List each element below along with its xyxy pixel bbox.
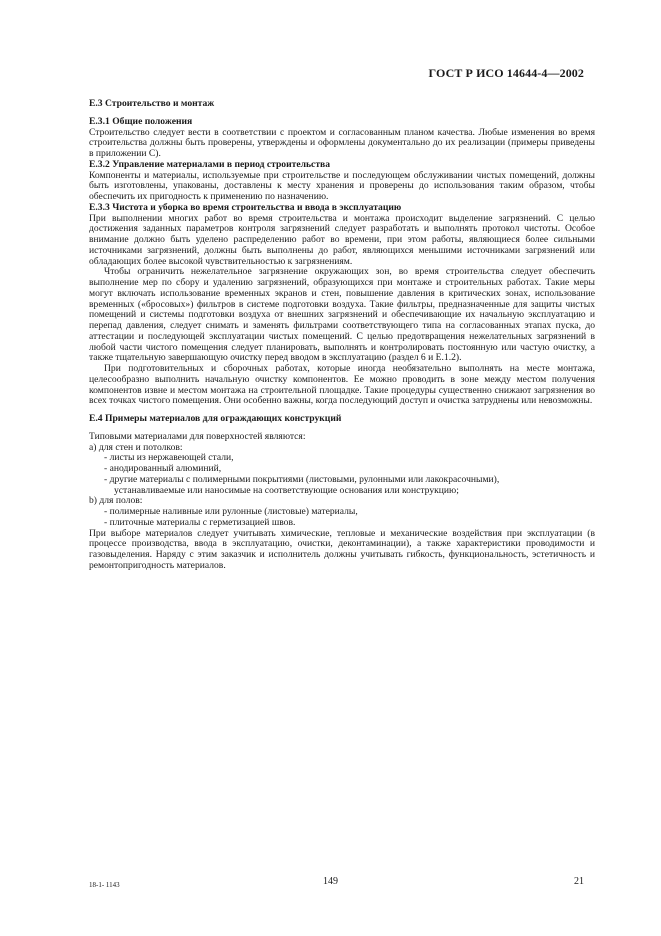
paragraph: Строительство следует вести в соответствии с проектом и согласованным планом качества. Любые изменения во время строительства должны быть проверены, утверждены и оформлены документально до их реализации (примеры приведены в приложении С). [89,126,595,159]
paragraph: Компоненты и материалы, используемые при строительстве и последующем обслуживании чистых помещений, должны быть изготовлены, упакованы, доставлены к месту хранения и проверены до использования таким образом, чтобы обеспечить их пригодность к применению по назначению. [89,169,595,202]
subsection-title-e3-1: Е.3.1 Общие положения [89,115,193,127]
footer-sheet-number: 149 [323,876,338,887]
list-item: b) для полов: [89,495,143,507]
materials-list [89,443,595,529]
list-item: - плиточные материалы с герметизацией швов. [104,516,296,528]
list-item: - другие материалы с полимерными покрытиями (листовыми, рулонными или лакокрасочными), [104,473,500,485]
list-item: устанавливаемые или наносимые на соответствующие основания или конструкцию; [114,484,459,496]
list-item: - листы из нержавеющей стали, [104,452,234,464]
paragraph: При подготовительных и сборочных работах, которые иногда необязательно выполнять на месте монтажа, целесообразно выполнить начальную очистку компонентов. Ее можно проводить в зоне между местом получения компонентов извне и местом монтажа на строительной площадке. Такие процедуры существенно снижают загрязнения во всех точках чистого помещения. Они особенно важны, когда последующий доступ и очистка затруднены или невозможны. [89,363,595,407]
list-item: а) для стен и потолков: [89,441,183,453]
footer-print-code: 18-1- 1143 [89,881,120,889]
document-body [89,99,595,572]
paragraph: Чтобы ограничить нежелательное загрязнение окружающих зон, во время строительства следует обеспечить выполнение мер по сбору и удалению загрязнений, образующихся при монтаже и строительных работах. Такие меры могут включать использование временных экранов и стен, повышение давления в критических зонах, использование временных («бросовых») фильтров в системе подготовки воздуха. Такие фильтры, предназначенные для защиты чистых помещений и системы подготовки воздуха от внешних загрязнений и обеспечивающие их начальную эксплуатацию и перепад давления, следует снимать и заменять фильтрами соответствующего типа на согласованных этапах пуска, до аттестации и последующей эксплуатации чистых помещений. С целью предотвращения нежелательных загрязнений в любой части чистого помещения следует планировать, выполнять и контролировать постоянную или частую очистку, а также тщательную завершающую очистку перед вводом в эксплуатацию (раздел 6 и Е.1.2). [89,266,595,364]
list-item: - анодированный алюминий, [104,463,222,474]
subsection-title-e3-3: Е.3.3 Чистота и уборка во время строительства и ввода в эксплуатацию [89,201,402,213]
page-number: 21 [574,876,584,887]
paragraph: При выполнении многих работ во время строительства и монтажа происходит выделение загрязнений. С целью достижения заданных параметров контроля загрязнений следует разработать и выполнять протокол чистоты. Особое внимание должно быть уделено распределению работ во времени, при этом работы, являющиеся более сильными источниками загрязнений, должны быть выполнены до работ, являющихся меньшими источниками загрязнений или обладающих более высокой чувствительностью к загрязнениям. [89,212,595,267]
list-item: - полимерные наливные или рулонные (листовые) материалы, [104,506,358,517]
paragraph: При выборе материалов следует учитывать химические, тепловые и механические воздействия при эксплуатации (в процессе производства, ввода в эксплуатацию, очистки, деконтаминации), а также характеристики проводимости и газовыделения. Наряду с этим заказчик и исполнитель должны учитывать гибкость, функциональность, эстетичность и ремонтопригодность материалов. [89,527,595,571]
section-title-e4: Е.4 Примеры материалов для ограждающих конструкций [89,413,342,424]
page-header-standard: ГОСТ Р ИСО 14644-4—2002 [428,66,584,80]
subsection-title-e3-2: Е.3.2 Управление материалами в период строительства [89,158,331,170]
paragraph: Типовыми материалами для поверхностей являются: [89,430,306,442]
section-title-e3: Е.3 Строительство и монтаж [89,98,215,109]
